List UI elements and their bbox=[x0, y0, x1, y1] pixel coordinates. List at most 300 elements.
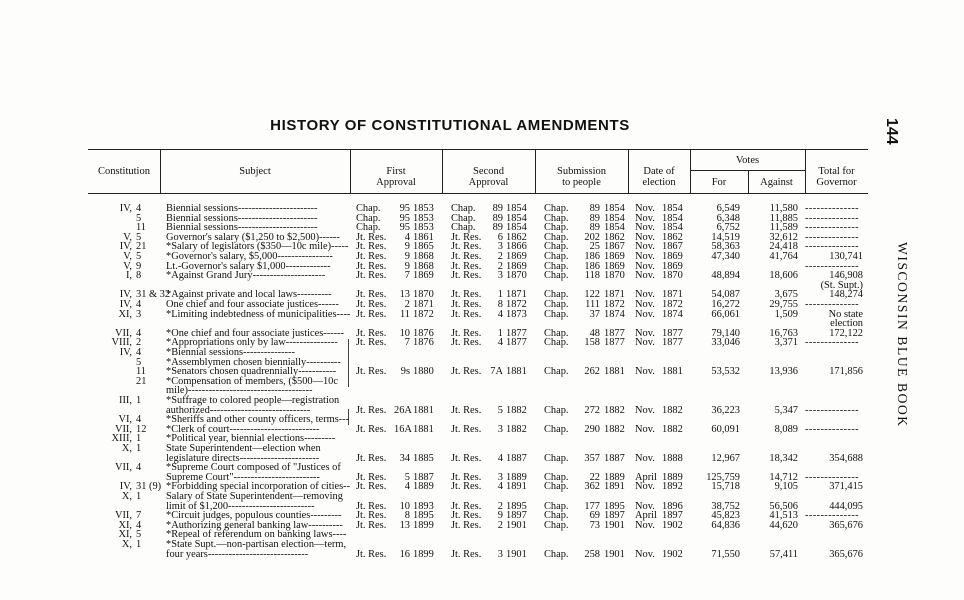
cell-submission-year: 1862 bbox=[604, 231, 625, 243]
cell-first-type: Jt. Res. bbox=[356, 452, 387, 464]
cell-first-type: Jt. Res. bbox=[356, 231, 387, 243]
cell-subject: State Superintendent—election when bbox=[166, 443, 321, 454]
cell-section: 4 bbox=[136, 347, 142, 358]
cell-submission-type: Chap. bbox=[544, 327, 569, 339]
cell-subject: mile)------------------------------------ bbox=[166, 385, 313, 397]
cell-second-number: 2 bbox=[497, 251, 503, 262]
cell-submission-type: Chap. bbox=[544, 519, 569, 531]
cell-first-number: 11 bbox=[399, 308, 410, 320]
cell-submission-number: 158 bbox=[584, 337, 600, 349]
cell-submission-number: 69 bbox=[589, 510, 600, 522]
cell-election-year: 1862 bbox=[662, 231, 683, 243]
cell-total-governor: 444,095 bbox=[829, 500, 863, 512]
cell-section: 21 bbox=[136, 375, 147, 387]
cell-first-type: Jt. Res. bbox=[356, 471, 387, 483]
cell-second-year: 1882 bbox=[506, 423, 527, 435]
cell-first-number: 16 bbox=[399, 548, 410, 560]
cell-article: XIII, bbox=[111, 433, 132, 445]
cell-article: X, bbox=[121, 539, 132, 550]
cell-subject: authorized----------------------------- bbox=[166, 404, 311, 416]
cell-section: 11 bbox=[136, 366, 147, 378]
cell-submission-year: 1887 bbox=[604, 452, 625, 464]
cell-total-empty-leader: -------------- bbox=[805, 222, 860, 234]
cell-submission-year: 1881 bbox=[604, 366, 625, 378]
cell-submission-year: 1870 bbox=[604, 270, 625, 282]
cell-first-number: 95 bbox=[399, 203, 410, 214]
cell-section: 5 bbox=[136, 251, 142, 262]
cell-second-number: 4 bbox=[497, 308, 503, 320]
cell-article: VII, bbox=[114, 327, 132, 339]
cell-section: 11 bbox=[136, 222, 147, 234]
cell-subject: *Limiting indebtedness of municipalities---- bbox=[166, 308, 351, 320]
cell-first-year: 1887 bbox=[413, 471, 434, 483]
cell-section: 4 bbox=[136, 414, 142, 426]
cell-votes-against: 8,089 bbox=[774, 423, 798, 435]
cell-first-number: 9s bbox=[400, 366, 410, 378]
cell-article: XI, bbox=[118, 308, 132, 320]
cell-second-number: 2 bbox=[497, 500, 503, 512]
cell-first-year: 1893 bbox=[413, 500, 434, 512]
col-header-total: Total for Governor bbox=[816, 166, 857, 188]
cell-article: VII, bbox=[114, 462, 132, 474]
cell-votes-against: 13,936 bbox=[769, 366, 798, 378]
cell-votes-for: 79,140 bbox=[711, 327, 740, 339]
cell-second-year: 1897 bbox=[506, 510, 527, 522]
cell-second-type: Jt. Res. bbox=[451, 510, 482, 522]
cell-section: 1 bbox=[136, 443, 142, 454]
cell-subject: *Assemblymen chosen biennially---------- bbox=[166, 356, 341, 368]
cell-article: VI, bbox=[118, 414, 132, 426]
col-header-second-approval: Second Approval bbox=[468, 166, 509, 188]
cell-second-type: Jt. Res. bbox=[451, 481, 482, 493]
cell-submission-number: 258 bbox=[584, 548, 600, 560]
cell-article: IV, bbox=[119, 481, 132, 493]
cell-subject: Biennial sessions----------------------- bbox=[166, 203, 318, 214]
cell-subject: *Appropriations only by law--------------- bbox=[166, 337, 338, 349]
cell-second-type: Jt. Res. bbox=[451, 404, 482, 416]
cell-second-year: 1870 bbox=[506, 270, 527, 282]
cell-first-number: 7 bbox=[404, 270, 410, 282]
cell-election-year: 1882 bbox=[662, 423, 683, 435]
cell-election-month: Nov. bbox=[635, 222, 655, 234]
cell-article: III, bbox=[119, 395, 132, 406]
cell-article: I, bbox=[125, 270, 132, 282]
cell-section: 4 bbox=[136, 203, 142, 214]
cell-votes-for: 45,823 bbox=[711, 510, 740, 522]
cell-first-type: Jt. Res. bbox=[356, 519, 387, 531]
cell-first-year: 1876 bbox=[413, 337, 434, 349]
cell-second-year: 1887 bbox=[506, 452, 527, 464]
cell-submission-year: 1901 bbox=[604, 548, 625, 560]
cell-election-month: Nov. bbox=[635, 241, 655, 253]
cell-subject: *Biennial sessions--------------- bbox=[166, 347, 295, 358]
cell-total-empty-leader: -------------- bbox=[805, 203, 860, 214]
cell-second-type: Jt. Res. bbox=[451, 500, 482, 512]
cell-first-number: 13 bbox=[399, 519, 410, 531]
cell-total-governor: 171,856 bbox=[829, 366, 863, 378]
cell-first-number: 9 bbox=[404, 260, 410, 272]
cell-election-year: 1854 bbox=[662, 222, 683, 234]
cell-second-number: 9 bbox=[497, 510, 503, 522]
votes-subheader-rule bbox=[690, 170, 805, 171]
cell-first-number: 26A bbox=[394, 404, 412, 416]
cell-votes-for: 64,836 bbox=[711, 519, 740, 531]
cell-submission-number: 186 bbox=[584, 260, 600, 272]
cell-first-year: 1872 bbox=[413, 308, 434, 320]
cell-first-number: 2 bbox=[404, 299, 410, 310]
col-header-against: Against bbox=[760, 177, 793, 188]
col-header-submission: Submission to people bbox=[556, 166, 606, 188]
cell-election-year: 1874 bbox=[662, 308, 683, 320]
cell-subject: Supreme Court"------------------------- bbox=[166, 471, 320, 483]
cell-submission-type: Chap. bbox=[544, 366, 569, 378]
cell-second-year: 1871 bbox=[506, 289, 527, 301]
cell-article: X, bbox=[121, 443, 132, 454]
cell-election-month: April bbox=[635, 471, 657, 483]
cell-first-year: 1889 bbox=[413, 481, 434, 493]
cell-votes-against: 11,589 bbox=[769, 222, 798, 234]
cell-first-year: 1899 bbox=[413, 548, 434, 560]
cell-first-number: 7 bbox=[404, 337, 410, 349]
cell-first-type: Chap. bbox=[356, 212, 381, 224]
cell-section: 2 bbox=[136, 337, 142, 349]
cell-votes-against: 14,712 bbox=[769, 471, 798, 483]
cell-second-type: Jt. Res. bbox=[451, 299, 482, 310]
cell-subject: *Authorizing general banking law---------- bbox=[166, 519, 343, 531]
cell-section: 1 bbox=[136, 395, 142, 406]
cell-votes-against: 29,755 bbox=[769, 299, 798, 310]
cell-votes-against: 56,506 bbox=[769, 500, 798, 512]
table-header-rule bbox=[88, 193, 868, 194]
cell-second-type: Jt. Res. bbox=[451, 270, 482, 282]
cell-submission-year: 1854 bbox=[604, 203, 625, 214]
cell-votes-against: 18,342 bbox=[769, 452, 798, 464]
cell-subject: Governor's salary ($1,250 to $2,500)------ bbox=[166, 231, 340, 243]
cell-votes-for: 125,759 bbox=[706, 471, 740, 483]
cell-first-number: 34 bbox=[399, 452, 410, 464]
cell-election-year: 1869 bbox=[662, 251, 683, 262]
cell-article: IV, bbox=[119, 289, 132, 301]
cell-submission-year: 1874 bbox=[604, 308, 625, 320]
cell-submission-number: 357 bbox=[584, 452, 600, 464]
cell-section: 9 bbox=[136, 260, 142, 272]
cell-election-year: 1902 bbox=[662, 519, 683, 531]
cell-article: IV, bbox=[119, 299, 132, 310]
cell-submission-number: 122 bbox=[584, 289, 600, 301]
cell-first-year: 1861 bbox=[413, 231, 434, 243]
cell-second-type: Jt. Res. bbox=[451, 337, 482, 349]
cell-total-governor: election bbox=[830, 318, 863, 330]
cell-submission-number: 290 bbox=[584, 423, 600, 435]
cell-second-number: 3 bbox=[497, 548, 503, 560]
cell-election-year: 1877 bbox=[662, 337, 683, 349]
cell-first-type: Jt. Res. bbox=[356, 500, 387, 512]
cell-submission-year: 1872 bbox=[604, 299, 625, 310]
cell-submission-number: 177 bbox=[584, 500, 600, 512]
cell-second-year: 1854 bbox=[506, 222, 527, 234]
cell-second-number: 1 bbox=[497, 327, 503, 339]
cell-second-type: Jt. Res. bbox=[451, 308, 482, 320]
cell-total-empty-leader: -------------- bbox=[805, 299, 860, 310]
cell-first-type: Jt. Res. bbox=[356, 299, 387, 310]
cell-second-number: 6 bbox=[497, 231, 503, 243]
cell-total-governor: 365,676 bbox=[829, 519, 863, 531]
cell-first-number: 5 bbox=[404, 471, 410, 483]
cell-submission-year: 1891 bbox=[604, 481, 625, 493]
cell-total-governor: 146,908 bbox=[829, 270, 863, 282]
cell-submission-number: 89 bbox=[589, 203, 600, 214]
cell-first-year: 1853 bbox=[413, 203, 434, 214]
cell-election-year: 1888 bbox=[662, 452, 683, 464]
cell-election-year: 1870 bbox=[662, 270, 683, 282]
cell-first-type: Jt. Res. bbox=[356, 366, 387, 378]
cell-total-governor: 148,274 bbox=[829, 289, 863, 301]
cell-election-month: Nov. bbox=[635, 289, 655, 301]
cell-submission-year: 1889 bbox=[604, 471, 625, 483]
cell-first-type: Jt. Res. bbox=[356, 289, 387, 301]
page-number: 144 bbox=[883, 118, 900, 145]
cell-first-type: Chap. bbox=[356, 222, 381, 234]
cell-second-number: 4 bbox=[497, 452, 503, 464]
cell-subject: *Sheriffs and other county officers, terms--- bbox=[166, 414, 350, 426]
cell-second-number: 4 bbox=[497, 337, 503, 349]
cell-second-year: 1869 bbox=[506, 260, 527, 272]
cell-subject: *Circuit judges, populous counties--------- bbox=[166, 510, 342, 522]
cell-subject: *State Supt.—non-partisan election—term, bbox=[166, 539, 347, 550]
cell-first-year: 1853 bbox=[413, 222, 434, 234]
cell-first-number: 4 bbox=[404, 481, 410, 493]
cell-first-number: 9 bbox=[404, 251, 410, 262]
cell-first-year: 1853 bbox=[413, 212, 434, 224]
cell-submission-year: 1897 bbox=[604, 510, 625, 522]
cell-subject: Salary of State Superintendent—removing bbox=[166, 491, 343, 502]
cell-total-governor: 130,741 bbox=[829, 251, 863, 262]
cell-first-number: 8 bbox=[404, 510, 410, 522]
cell-votes-for: 54,087 bbox=[711, 289, 740, 301]
cell-second-number: 89 bbox=[492, 222, 503, 234]
cell-first-number: 95 bbox=[399, 212, 410, 224]
cell-first-type: Jt. Res. bbox=[356, 270, 387, 282]
cell-election-month: Nov. bbox=[635, 299, 655, 310]
cell-second-type: Jt. Res. bbox=[451, 289, 482, 301]
cell-total-empty-leader: -------------- bbox=[805, 212, 860, 224]
cell-first-type: Jt. Res. bbox=[356, 241, 387, 253]
cell-first-type: Jt. Res. bbox=[356, 251, 387, 262]
cell-first-type: Jt. Res. bbox=[356, 404, 387, 416]
col-header-first-approval: First Approval bbox=[376, 166, 416, 188]
cell-first-year: 1880 bbox=[413, 366, 434, 378]
cell-total-empty-leader: -------------- bbox=[805, 423, 860, 435]
cell-total-empty-leader: -------------- bbox=[805, 471, 860, 483]
cell-subject: *Against private and local laws---------- bbox=[166, 289, 332, 301]
cell-first-year: 1899 bbox=[413, 519, 434, 531]
cell-votes-against: 41,513 bbox=[769, 510, 798, 522]
cell-subject: One chief and four associate justices------ bbox=[166, 299, 339, 310]
cell-votes-against: 24,418 bbox=[769, 241, 798, 253]
cell-submission-type: Chap. bbox=[544, 308, 569, 320]
cell-second-number: 3 bbox=[497, 270, 503, 282]
cell-second-year: 1854 bbox=[506, 203, 527, 214]
cell-votes-against: 32,612 bbox=[769, 231, 798, 243]
cell-total-governor: 172,122 bbox=[829, 327, 863, 339]
col-header-votes: Votes bbox=[735, 155, 760, 166]
col-header-date: Date of election bbox=[642, 166, 676, 188]
cell-subject: *One chief and four associate justices------ bbox=[166, 327, 345, 339]
cell-submission-type: Chap. bbox=[544, 231, 569, 243]
running-side-title: WISCONSIN BLUE BOOK bbox=[895, 242, 910, 428]
cell-votes-against: 11,580 bbox=[769, 203, 798, 214]
cell-submission-type: Chap. bbox=[544, 260, 569, 272]
cell-submission-type: Chap. bbox=[544, 423, 569, 435]
cell-section: 8 bbox=[136, 270, 142, 282]
cell-submission-number: 202 bbox=[584, 231, 600, 243]
cell-subject: legislature directs----------------------- bbox=[166, 452, 320, 464]
cell-article: V, bbox=[123, 251, 132, 262]
cell-submission-number: 362 bbox=[584, 481, 600, 493]
cell-subject: Biennial sessions----------------------- bbox=[166, 222, 318, 234]
cell-election-month: Nov. bbox=[635, 260, 655, 272]
cell-first-number: 16A bbox=[394, 423, 412, 435]
cell-submission-type: Chap. bbox=[544, 548, 569, 560]
cell-submission-year: 1871 bbox=[604, 289, 625, 301]
cell-submission-type: Chap. bbox=[544, 481, 569, 493]
cell-second-type: Jt. Res. bbox=[451, 423, 482, 435]
cell-second-year: 1895 bbox=[506, 500, 527, 512]
cell-second-number: 4 bbox=[497, 481, 503, 493]
cell-election-year: 1867 bbox=[662, 241, 683, 253]
cell-subject: Biennial sessions----------------------- bbox=[166, 212, 318, 224]
cell-submission-type: Chap. bbox=[544, 510, 569, 522]
cell-election-month: Nov. bbox=[635, 452, 655, 464]
cell-election-month: Nov. bbox=[635, 251, 655, 262]
cell-subject: *Repeal of referendum on banking laws---- bbox=[166, 529, 347, 541]
cell-second-number: 7A bbox=[490, 366, 503, 378]
cell-first-number: 13 bbox=[399, 289, 410, 301]
cell-total-empty-leader: -------------- bbox=[805, 404, 860, 416]
cell-election-month: Nov. bbox=[635, 270, 655, 282]
cell-article: VII, bbox=[114, 423, 132, 435]
cell-second-year: 1872 bbox=[506, 299, 527, 310]
cell-total-governor: 354,688 bbox=[829, 452, 863, 464]
cell-submission-year: 1882 bbox=[604, 404, 625, 416]
cell-first-type: Chap. bbox=[356, 203, 381, 214]
cell-second-type: Jt. Res. bbox=[451, 471, 482, 483]
cell-second-year: 1877 bbox=[506, 327, 527, 339]
cell-submission-number: 186 bbox=[584, 251, 600, 262]
cell-total-empty-leader: -------------- bbox=[805, 260, 860, 272]
cell-votes-for: 58,363 bbox=[711, 241, 740, 253]
cell-first-number: 4 bbox=[404, 231, 410, 243]
cell-first-type: Jt. Res. bbox=[356, 481, 387, 493]
cell-votes-for: 6,549 bbox=[716, 203, 740, 214]
cell-votes-for: 16,272 bbox=[711, 299, 740, 310]
cell-subject: *Governor's salary, $5,000---------------- bbox=[166, 251, 333, 262]
cell-submission-year: 1877 bbox=[604, 337, 625, 349]
cell-election-year: 1892 bbox=[662, 481, 683, 493]
cell-election-year: 1854 bbox=[662, 203, 683, 214]
cell-submission-number: 25 bbox=[589, 241, 600, 253]
cell-second-year: 1881 bbox=[506, 366, 527, 378]
cell-submission-number: 89 bbox=[589, 222, 600, 234]
cell-second-number: 89 bbox=[492, 203, 503, 214]
cell-submission-year: 1854 bbox=[604, 212, 625, 224]
cell-votes-for: 47,340 bbox=[711, 251, 740, 262]
cell-section: 21 bbox=[136, 241, 147, 253]
cell-section: 7 bbox=[136, 510, 142, 522]
cell-submission-number: 272 bbox=[584, 404, 600, 416]
cell-subject: Lt.-Governor's salary $1,000------------- bbox=[166, 260, 331, 272]
cell-section: 3 bbox=[136, 308, 142, 320]
cell-subject: *Compensation of members, ($500—10c bbox=[166, 375, 338, 387]
cell-second-type: Jt. Res. bbox=[451, 251, 482, 262]
cell-votes-against: 11,885 bbox=[769, 212, 798, 224]
cell-votes-for: 6,752 bbox=[716, 222, 740, 234]
cell-second-number: 2 bbox=[497, 519, 503, 531]
cell-votes-for: 14,519 bbox=[711, 231, 740, 243]
cell-second-number: 89 bbox=[492, 212, 503, 224]
cell-section: 4 bbox=[136, 519, 142, 531]
cell-first-year: 1869 bbox=[413, 270, 434, 282]
cell-election-year: 1902 bbox=[662, 548, 683, 560]
cell-votes-against: 1,509 bbox=[774, 308, 798, 320]
cell-second-year: 1877 bbox=[506, 337, 527, 349]
cell-first-number: 10 bbox=[399, 327, 410, 339]
cell-election-month: Nov. bbox=[635, 423, 655, 435]
cell-submission-year: 1869 bbox=[604, 260, 625, 272]
cell-article: X, bbox=[121, 491, 132, 502]
cell-subject: *Against Grand Jury--------------------- bbox=[166, 270, 326, 282]
cell-second-type: Jt. Res. bbox=[451, 327, 482, 339]
cell-section: 12 bbox=[136, 423, 147, 435]
cell-first-year: 1865 bbox=[413, 241, 434, 253]
cell-second-number: 2 bbox=[497, 260, 503, 272]
table-top-rule bbox=[88, 149, 868, 150]
cell-votes-for: 15,718 bbox=[711, 481, 740, 493]
cell-votes-for: 60,091 bbox=[711, 423, 740, 435]
cell-election-month: Nov. bbox=[635, 327, 655, 339]
cell-total-empty-leader: -------------- bbox=[805, 337, 860, 349]
cell-second-year: 1901 bbox=[506, 548, 527, 560]
cell-second-number: 3 bbox=[497, 423, 503, 435]
cell-second-year: 1862 bbox=[506, 231, 527, 243]
cell-submission-type: Chap. bbox=[544, 404, 569, 416]
cell-votes-for: 48,894 bbox=[711, 270, 740, 282]
cell-article: VIII, bbox=[111, 337, 132, 349]
cell-votes-against: 57,411 bbox=[769, 548, 798, 560]
cell-submission-type: Chap. bbox=[544, 471, 569, 483]
cell-article: IV, bbox=[119, 203, 132, 214]
cell-section: 1 bbox=[136, 433, 142, 445]
cell-submission-number: 111 bbox=[585, 299, 600, 310]
cell-section: 31 & 32 bbox=[136, 289, 171, 301]
cell-submission-number: 73 bbox=[589, 519, 600, 531]
cell-first-type: Jt. Res. bbox=[356, 423, 387, 435]
cell-election-year: 1897 bbox=[662, 510, 683, 522]
cell-election-month: Nov. bbox=[635, 308, 655, 320]
cell-election-year: 1896 bbox=[662, 500, 683, 512]
cell-total-governor: No state bbox=[828, 308, 863, 320]
cell-first-year: 1885 bbox=[413, 452, 434, 464]
cell-second-year: 1854 bbox=[506, 212, 527, 224]
cell-article: VII, bbox=[114, 510, 132, 522]
col-header-for: For bbox=[711, 177, 727, 188]
cell-election-month: Nov. bbox=[635, 500, 655, 512]
cell-second-year: 1869 bbox=[506, 251, 527, 262]
cell-subject: *Supreme Court composed of "Justices of bbox=[166, 462, 341, 474]
cell-subject: *Senators chosen quadrennially----------- bbox=[166, 366, 337, 378]
cell-submission-year: 1877 bbox=[604, 327, 625, 339]
cell-section: 5 bbox=[136, 212, 142, 224]
